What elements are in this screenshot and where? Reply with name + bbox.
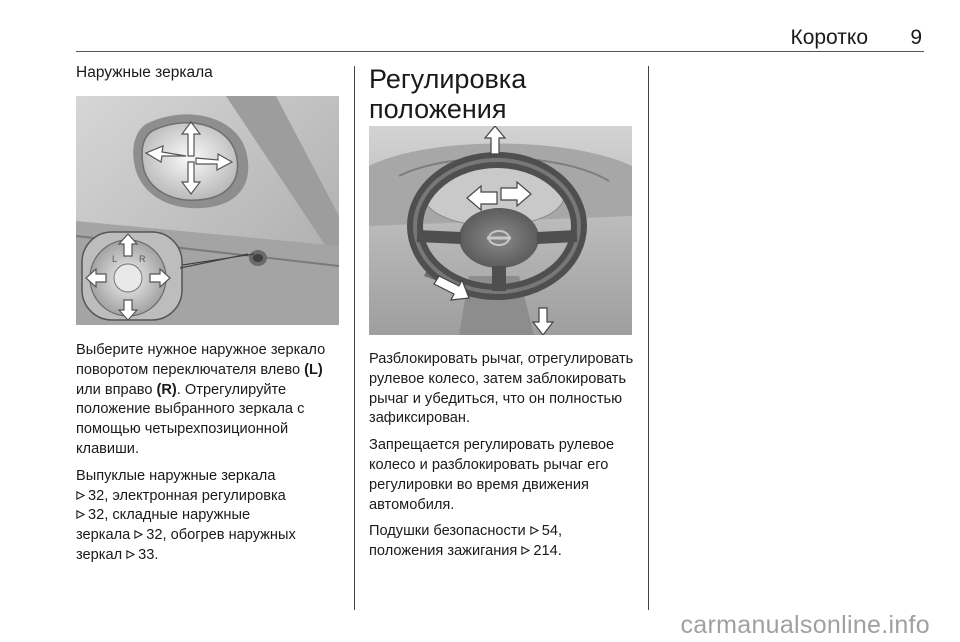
mirror-references [76,467,348,566]
steering-wheel-drawing [369,126,632,335]
mirrors-heading: Наружные зеркала [76,64,213,81]
ref-text-c: зеркала [76,527,135,544]
page-ref-arrow-icon [134,530,143,539]
mirror-instructions [76,341,348,460]
page-number: 9 [910,26,922,49]
page-header [76,26,922,52]
right-key-label: (R) [156,381,177,398]
mirror-drawing [76,96,339,325]
ref-3[interactable]: 32, обогрев наружных [146,527,296,544]
mirror-text-a: Выберите нужное наружное зеркало поворотом переключателя влево [76,342,326,378]
steering-wheel-illustration [369,126,632,335]
page-ref-arrow-icon [530,526,539,535]
steering-step-1: Разблокировать рычаг, отрегулировать рулевое колесо, затем заблокировать рычаг и убедиться, что он полностью зафиксирован. [369,351,634,427]
column-divider-right [648,66,649,610]
left-text [76,341,348,573]
ref-1[interactable]: 32, электронная регулировка [88,487,286,504]
mirror-illustration [76,96,339,325]
steering-warning: Запрещается регулировать рулевое колесо и разблокировать рычаг его регулировки во время движения автомобиля. [369,437,615,513]
column-divider-left [354,66,355,610]
left-column [76,64,346,82]
left-key-label: (L) [304,361,323,378]
ref-4[interactable]: 33. [138,546,159,563]
mirror-text-c: или вправо [76,381,157,398]
section-title: Коротко [790,26,868,49]
mirror-text-d: . Отрегулируйте положение выбранного зеркала с помощью четырехпозиционной клавиши. [76,381,305,457]
ignition-ref-text: положения зажигания [369,543,522,560]
ignition-ref-page[interactable]: 214. [533,543,562,560]
page-ref-arrow-icon [76,491,85,500]
header-divider [76,51,924,52]
page-ref-arrow-icon [521,546,530,555]
ref-intro: Выпуклые наружные зеркала [76,467,276,484]
airbag-ref-text: Подушки безопасности [369,523,530,540]
steering-references [369,522,645,562]
airbag-ref-page[interactable]: 54, [541,523,563,540]
steering-heading-line1: Регулировка положения [369,64,527,124]
svg-text:R: R [139,254,146,264]
page-ref-arrow-icon [126,550,135,559]
ref-2[interactable]: 32, складные наружные [88,507,251,524]
svg-text:L: L [112,254,118,264]
steering-text [369,350,645,569]
watermark-text: carmanualsonline.info [680,611,930,639]
ref-text-d: зеркал [76,546,127,563]
page-ref-arrow-icon [76,510,85,519]
